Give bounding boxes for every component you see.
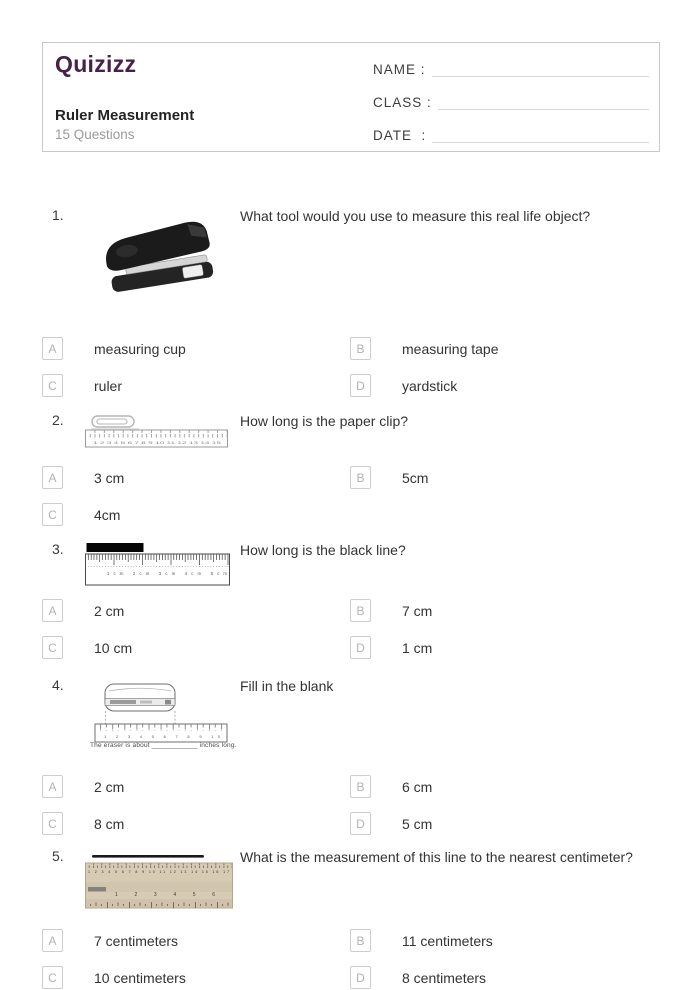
eraser-ruler-illustration — [88, 682, 233, 744]
q5-option-c-letter: C — [42, 966, 63, 989]
q2-option-c-label: 4cm — [94, 506, 121, 523]
q4-option-a-label: 2 cm — [94, 778, 125, 795]
date-input-line[interactable] — [432, 127, 649, 143]
q5-inch-numbers: 1 2 3 4 5 6 — [115, 892, 215, 898]
q4-option-a[interactable] — [42, 775, 124, 798]
q1-option-b-letter: B — [350, 337, 371, 360]
q2-option-c[interactable] — [42, 503, 120, 526]
question-1-text: What tool would you use to measure this real life object? — [240, 208, 591, 224]
date-field — [373, 127, 649, 143]
q5-option-c[interactable] — [42, 966, 186, 989]
q3-option-c-label: 10 cm — [94, 639, 133, 656]
q1-option-d[interactable] — [350, 374, 457, 397]
black-line-ruler-illustration — [85, 542, 230, 586]
paper-clip-ruler-illustration — [85, 413, 228, 449]
black-line-ruler-image — [85, 542, 230, 591]
q4-caption: The eraser is about ____________ inches long. — [90, 742, 237, 749]
q3-option-a[interactable] — [42, 599, 124, 622]
q4-option-d-letter: D — [350, 812, 371, 835]
stapler-illustration — [95, 212, 225, 304]
q4-option-d-label: 5 cm — [402, 815, 433, 832]
q1-option-a-label: measuring cup — [94, 340, 186, 357]
question-2-number: 2. — [52, 412, 64, 428]
question-4-text: Fill in the blank — [240, 678, 334, 694]
q4-option-c-label: 8 cm — [94, 815, 125, 832]
q4-option-a-letter: A — [42, 775, 63, 798]
q2-option-c-letter: C — [42, 503, 63, 526]
q4-option-d[interactable] — [350, 812, 432, 835]
q2-ruler-numbers: 1 2 3 4 5 6 7 8 9 10 11 12 13 14 15 — [93, 441, 222, 445]
question-5-text: What is the measurement of this line to the nearest centimeter? — [240, 849, 633, 865]
q4-option-b-label: 6 cm — [402, 778, 433, 795]
q1-option-a-letter: A — [42, 337, 63, 360]
q5-option-d-letter: D — [350, 966, 371, 989]
q5-option-a[interactable] — [42, 929, 178, 952]
q1-option-b[interactable] — [350, 337, 499, 360]
question-3-text: How long is the black line? — [240, 542, 406, 558]
worksheet-header — [42, 42, 660, 152]
name-field — [373, 61, 649, 77]
q1-option-d-letter: D — [350, 374, 371, 397]
q5-option-b-letter: B — [350, 929, 371, 952]
q1-option-d-label: yardstick — [402, 377, 458, 394]
q4-option-c[interactable] — [42, 812, 124, 835]
q4-option-b[interactable] — [350, 775, 432, 798]
q1-option-c-label: ruler — [94, 377, 123, 394]
paper-clip-ruler-image — [85, 413, 228, 454]
q5-option-a-letter: A — [42, 929, 63, 952]
q5-option-b[interactable] — [350, 929, 493, 952]
date-label: DATE : — [373, 128, 427, 143]
q4-option-c-letter: C — [42, 812, 63, 835]
question-5-number: 5. — [52, 848, 64, 864]
q3-option-d-label: 1 cm — [402, 639, 433, 656]
q3-option-b-label: 7 cm — [402, 602, 433, 619]
q5-option-d-label: 8 centimeters — [402, 969, 487, 986]
name-label: NAME : — [373, 62, 426, 77]
q1-option-b-label: measuring tape — [402, 340, 499, 357]
q3-option-a-letter: A — [42, 599, 63, 622]
q5-option-a-label: 7 centimeters — [94, 932, 179, 949]
q3-option-a-label: 2 cm — [94, 602, 125, 619]
q1-option-c-letter: C — [42, 374, 63, 397]
q1-option-a[interactable] — [42, 337, 186, 360]
quizizz-logo: Quizizz — [55, 51, 137, 77]
class-input-line[interactable] — [438, 94, 649, 110]
q3-option-b-letter: B — [350, 599, 371, 622]
q3-option-c-letter: C — [42, 636, 63, 659]
wooden-ruler-illustration — [85, 852, 233, 910]
q3-ruler-labels: 1cm 2cm 3cm 4cm 5cm — [107, 571, 227, 576]
question-1-number: 1. — [52, 207, 64, 223]
question-4-number: 4. — [52, 677, 64, 693]
q2-option-a-label: 3 cm — [94, 469, 125, 486]
q3-option-d[interactable] — [350, 636, 432, 659]
q4-option-b-letter: B — [350, 775, 371, 798]
question-2-text: How long is the paper clip? — [240, 413, 409, 429]
eraser-ruler-image — [88, 682, 233, 749]
stapler-image — [95, 212, 225, 309]
q1-option-c[interactable] — [42, 374, 122, 397]
q3-option-c[interactable] — [42, 636, 132, 659]
worksheet-title: Ruler Measurement — [55, 107, 195, 124]
q2-option-b-letter: B — [350, 466, 371, 489]
q3-option-d-letter: D — [350, 636, 371, 659]
q2-option-a[interactable] — [42, 466, 124, 489]
class-label: CLASS : — [373, 95, 432, 110]
q2-option-b[interactable] — [350, 466, 428, 489]
q5-option-b-label: 11 centimeters — [402, 932, 493, 949]
q5-option-c-label: 10 centimeters — [94, 969, 186, 986]
question-count: 15 Questions — [55, 127, 135, 142]
q2-option-a-letter: A — [42, 466, 63, 489]
q5-cm-numbers: 1 2 3 4 5 6 7 8 9 10 11 12 13 14 15 16 17 — [88, 870, 229, 874]
q3-option-b[interactable] — [350, 599, 432, 622]
wooden-ruler-image — [85, 852, 233, 915]
q4-ruler-numbers: 1 2 3 4 5 6 7 8 9 10 — [104, 734, 220, 739]
q2-option-b-label: 5cm — [402, 469, 429, 486]
q5-option-d[interactable] — [350, 966, 486, 989]
name-input-line[interactable] — [432, 61, 649, 77]
class-field — [373, 94, 649, 110]
question-3-number: 3. — [52, 541, 64, 557]
